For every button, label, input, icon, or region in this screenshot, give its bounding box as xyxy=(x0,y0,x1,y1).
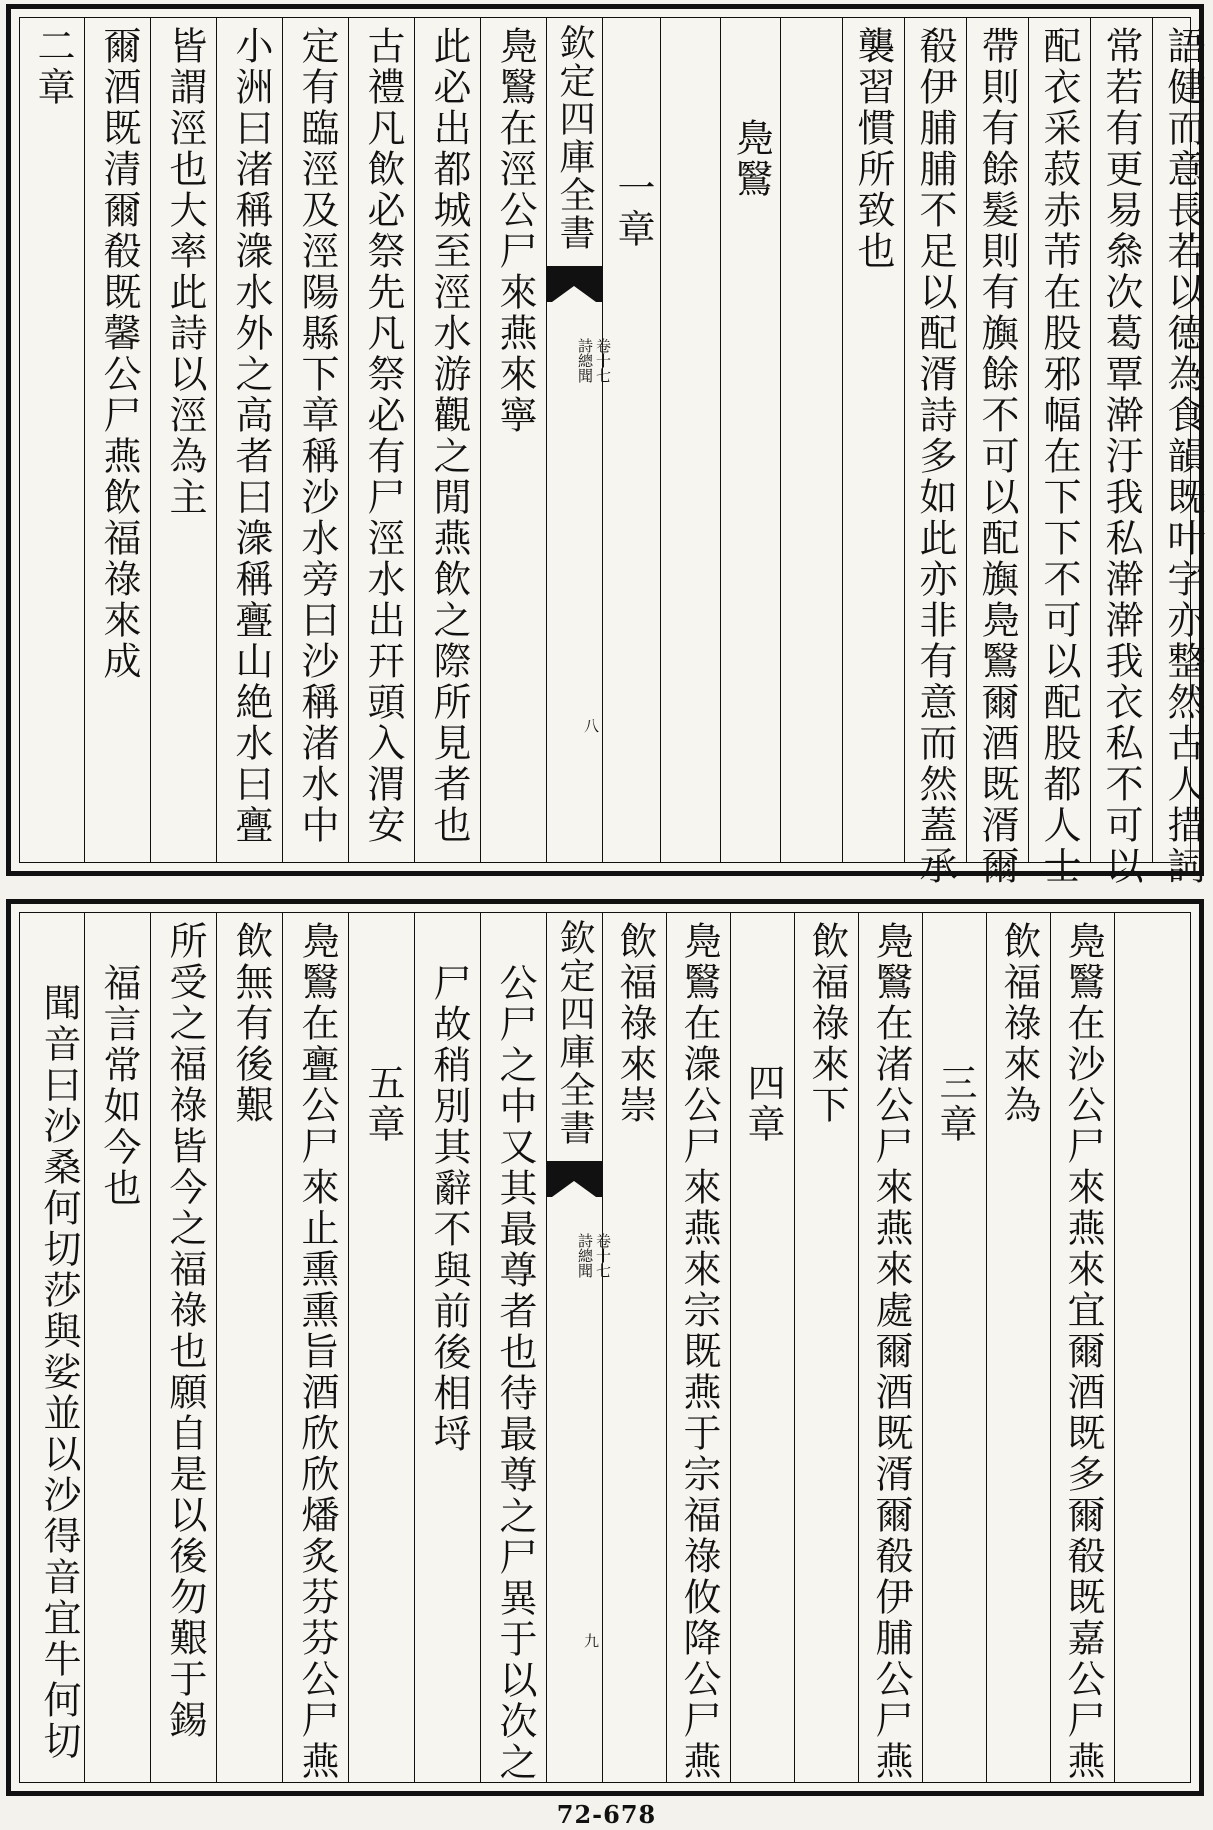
margin-title: 欽定四庫全書 xyxy=(554,919,595,1147)
text-column: 鳧鷖在涇公尸來燕來寧 xyxy=(493,26,537,436)
column-rule xyxy=(480,18,481,862)
center-margin xyxy=(546,18,612,862)
column-rule xyxy=(414,913,415,1782)
margin-page-number: 八 xyxy=(582,718,600,733)
margin-volume: 卷十七 xyxy=(594,338,612,383)
text-column: 襲習慣所致也 xyxy=(851,26,895,272)
column-rule xyxy=(84,18,85,862)
page-footer-number: 72-678 xyxy=(556,1800,657,1829)
top-text-frame xyxy=(19,17,1205,887)
text-column: 飲福祿來崇 xyxy=(613,921,657,1126)
text-column: 所受之福祿皆今之福祿也願自是以後勿艱于錫 xyxy=(163,921,207,1741)
text-column: 飲福祿來為 xyxy=(997,921,1041,1126)
column-rule xyxy=(150,913,151,1782)
column-rule xyxy=(904,18,905,862)
center-margin xyxy=(546,913,612,1782)
column-rule xyxy=(1028,18,1029,862)
column-rule xyxy=(1114,913,1115,1782)
text-column: 此必出都城至涇水游觀之閒燕飲之際所見者也 xyxy=(427,26,471,846)
column-rule xyxy=(216,913,217,1782)
text-column: 鳧鷖在渚公尸來燕來處爾酒既湑爾殽伊脯公尸燕 xyxy=(869,921,913,1782)
text-column: 古禮凡飲必祭先凡祭必有尸涇水出幵頭入渭安 xyxy=(361,26,405,846)
margin-book: 詩總聞 xyxy=(576,338,594,383)
column-rule xyxy=(282,18,283,862)
column-rule xyxy=(730,913,731,1782)
text-column: 二章 xyxy=(31,26,75,108)
column-rule xyxy=(348,913,349,1782)
column-rule xyxy=(1152,18,1153,862)
text-column: 定有臨涇及涇陽縣下章稱沙水旁曰沙稱渚水中 xyxy=(295,26,339,846)
text-column: 鳧鷖在潨公尸來燕來宗既燕于宗福祿攸降公尸燕 xyxy=(677,921,721,1782)
section-heading: 一章 xyxy=(611,168,655,250)
column-rule xyxy=(602,18,603,862)
column-rule xyxy=(1090,18,1091,862)
fish-tail-mark xyxy=(546,266,602,302)
column-rule xyxy=(720,18,721,862)
text-column: 鳧鷖在沙公尸來燕來宜爾酒既多爾殽既嘉公尸燕 xyxy=(1061,921,1105,1782)
column-rule xyxy=(858,913,859,1782)
bottom-page xyxy=(6,899,1204,1796)
column-rule xyxy=(282,913,283,1782)
fish-tail-mark xyxy=(546,1161,602,1197)
column-rule xyxy=(216,18,217,862)
text-column: 常若有更易叅次葛覃澣汙我私澣澣我衣私不可以 xyxy=(1099,26,1143,887)
text-column: 福言常如今也 xyxy=(97,963,141,1209)
bottom-text-frame xyxy=(19,912,1191,1783)
text-column: 語健而意長若以德為食韻既叶字亦整然古人措詞 xyxy=(1161,26,1205,887)
section-heading: 四章 xyxy=(741,1063,785,1145)
margin-book: 詩總聞 xyxy=(576,1233,594,1278)
column-rule xyxy=(660,18,661,862)
column-rule xyxy=(922,913,923,1782)
column-rule xyxy=(986,913,987,1782)
column-rule xyxy=(842,18,843,862)
section-heading: 三章 xyxy=(933,1063,977,1145)
margin-volume: 卷十七 xyxy=(594,1233,612,1278)
text-column: 尸故稍別其辭不與前後相埒 xyxy=(427,963,471,1455)
margin-title: 欽定四庫全書 xyxy=(554,24,595,252)
text-column: 皆謂涇也大率此詩以涇為主 xyxy=(163,26,207,518)
margin-page-number: 九 xyxy=(582,1633,600,1648)
phonetic-note: 聞音曰沙桑何切莎與娑並以沙得音宜牛何切 xyxy=(37,983,81,1762)
column-rule xyxy=(602,913,603,1782)
text-column: 鳧鷖在亹公尸來止熏熏旨酒欣欣燔炙芬芬公尸燕 xyxy=(295,921,339,1782)
column-rule xyxy=(966,18,967,862)
column-rule xyxy=(1050,913,1051,1782)
text-column: 爾酒既清爾殽既馨公尸燕飲福祿來成 xyxy=(97,26,141,682)
text-column: 飲無有後艱 xyxy=(229,921,273,1126)
column-rule xyxy=(666,913,667,1782)
text-column: 公尸之中又其最尊者也待最尊之尸異于以次之 xyxy=(493,963,537,1783)
section-heading: 五章 xyxy=(361,1063,405,1145)
text-column: 飲福祿來下 xyxy=(805,921,849,1126)
text-column: 殽伊脯脯不足以配湑詩多如此亦非有意而然蓋承 xyxy=(913,26,957,887)
column-rule xyxy=(150,18,151,862)
text-column: 配衣采菽赤芾在股邪幅在下下不可以配股都人士 xyxy=(1037,26,1081,887)
column-rule xyxy=(414,18,415,862)
column-rule xyxy=(780,18,781,862)
top-page xyxy=(6,4,1205,887)
column-rule xyxy=(480,913,481,1782)
text-column: 帶則有餘髮則有旟餘不可以配旟鳧鷖爾酒既湑爾 xyxy=(975,26,1019,887)
column-rule xyxy=(794,913,795,1782)
text-column: 小洲曰渚稱潨水外之高者曰潨稱亹山絶水曰亹 xyxy=(229,26,273,846)
column-rule xyxy=(348,18,349,862)
poem-title: 鳧鷖 xyxy=(729,118,773,200)
